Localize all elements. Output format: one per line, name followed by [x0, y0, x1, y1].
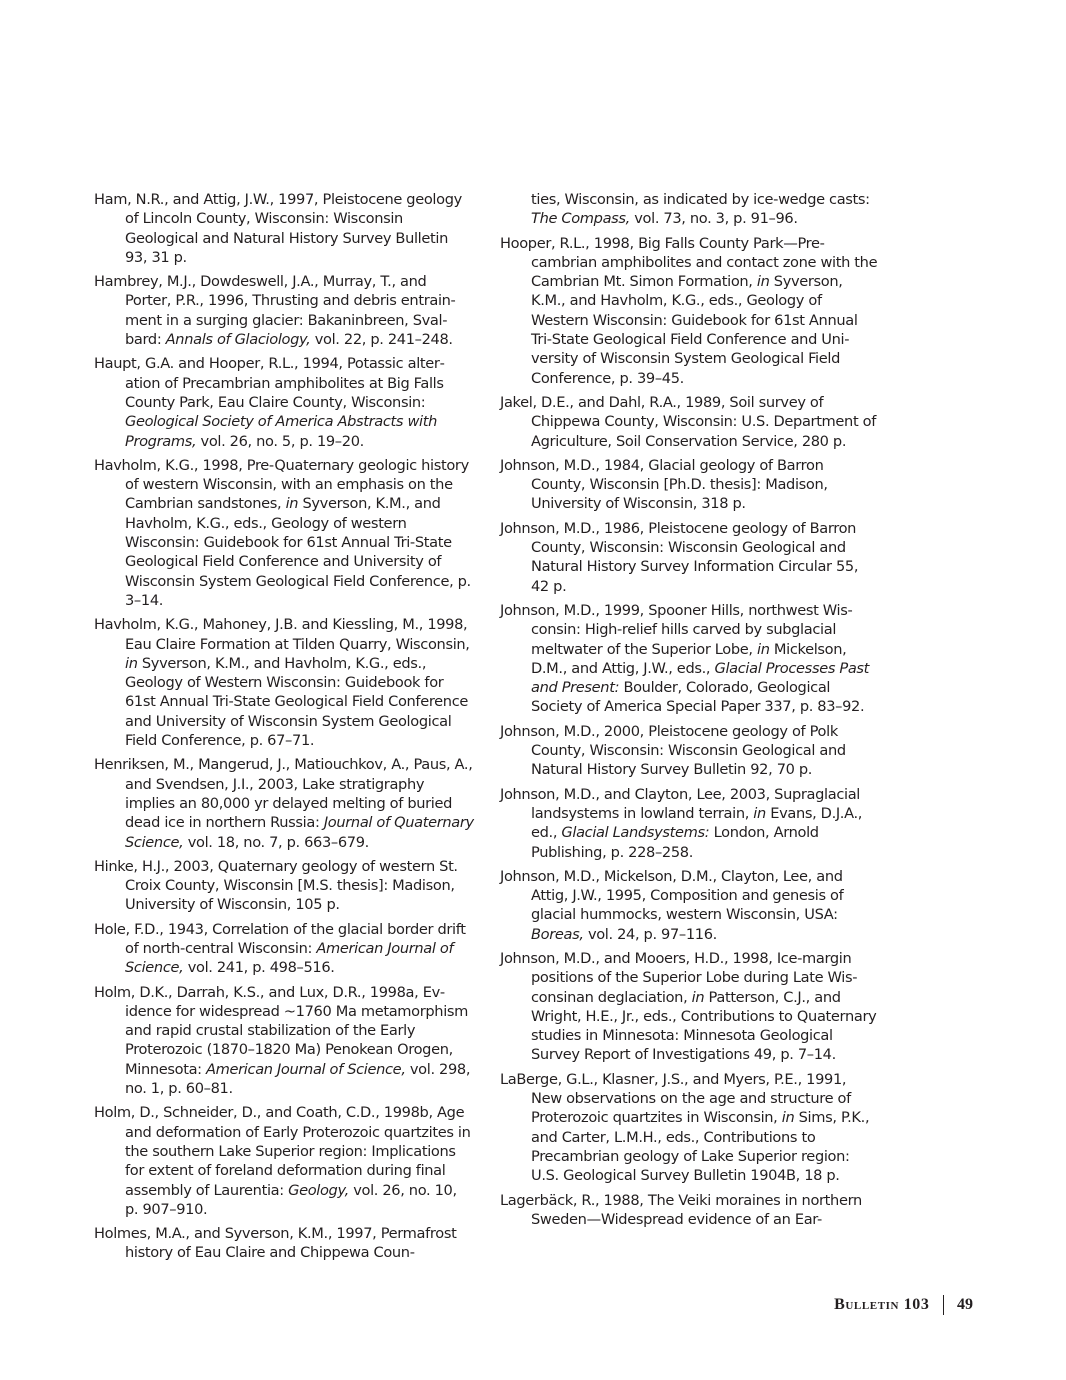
reference-text: Syverson, K.M., and Havholm, K.G., eds., Geology of western Wisconsin: Guidebook for 61st Annual Tri-State Geological Field Conference and University of Wisconsin System Geological Field Conference, p. 3–14.	[125, 495, 471, 609]
reference-text: Syverson, K.M., and Havholm, K.G., eds., Geology of Western Wisconsin: Guidebook for 61st Annual Tri-State Geological Field Conference and University of Wisconsin System Geological Field Conference, p. 39–45.	[531, 273, 858, 387]
reference-text: Patterson, C.J., and Wright, H.E., Jr., eds., Contributions to Quaternary studies in Minnesota: Minnesota Geological Survey Report of Investigations 49, p. 7–14.	[531, 988, 877, 1064]
reference-text: Haupt, G.A. and Hooper, R.L., 1994, Potassic alteration of Precambrian amphibolites at Big Falls County Park, Eau Claire County, Wisconsin:	[94, 355, 445, 411]
reference-text: Hole, F.D., 1943, Correlation of the glacial border drift of north-central Wisconsin:	[94, 920, 466, 957]
reference-entry	[500, 949, 880, 1065]
reference-text: Johnson, M.D., 1986, Pleistocene geology of Barron County, Wisconsin: Wisconsin Geological and Natural History Survey Information Circular 55, 42 p.	[500, 519, 859, 595]
reference-entry	[94, 190, 474, 267]
reference-entry	[94, 920, 474, 978]
reference-text: vol. 73, no. 3, p. 91–96.	[629, 210, 798, 228]
reference-italic-text: in	[756, 273, 770, 291]
reference-italic-text: Geological Society of America Abstracts with Programs,	[125, 413, 438, 450]
reference-text: vol. 26, no. 10, p. 907–910.	[125, 1181, 457, 1218]
reference-entry	[500, 393, 880, 451]
reference-entry	[94, 1224, 474, 1263]
reference-text: Holm, D.K., Darrah, K.S., and Lux, D.R., 1998a, Evidence for widespread ~1760 Ma metamorphism and rapid crustal stabilization of the Early Proterozoic (1870–1820 Ma) Penokean Orogen, Minnesota:	[94, 983, 469, 1078]
page-number: 49	[957, 1296, 973, 1313]
reference-italic-text: in	[781, 1109, 795, 1127]
reference-entry	[94, 272, 474, 349]
reference-entry	[500, 234, 880, 388]
references-left-column	[94, 190, 474, 1268]
reference-text: Johnson, M.D., and Mooers, H.D., 1998, Ice-margin positions of the Superior Lobe during Late Wisconsinan deglaciation,	[500, 949, 858, 1006]
reference-entry	[500, 456, 880, 514]
reference-text: Hambrey, M.J., Dowdeswell, J.A., Murray, T., and Porter, P.R., 1996, Thrusting and debris entrainment in a surging glacier: Bakaninbreen, Svalbard:	[94, 273, 456, 349]
reference-text: Johnson, M.D., 2000, Pleistocene geology of Polk County, Wisconsin: Wisconsin Geological and Natural History Survey Bulletin 92, 70 p.	[500, 722, 846, 779]
reference-entry	[500, 601, 880, 717]
reference-text: vol. 22, p. 241–248.	[310, 331, 453, 349]
reference-entry	[94, 857, 474, 915]
reference-italic-text: in	[125, 654, 138, 672]
reference-italic-text: Glacial Processes Past and Present:	[531, 659, 870, 697]
reference-text: Ham, N.R., and Attig, J.W., 1997, Pleistocene geology of Lincoln County, Wisconsin: Wisconsin Geological and Natural History Survey Bulletin 93, 31 p.	[94, 191, 462, 266]
reference-italic-text: Geology,	[288, 1181, 349, 1199]
reference-text: Havholm, K.G., Mahoney, J.B. and Kiessling, M., 1998, Eau Claire Formation at Tilden Quarry, Wisconsin,	[94, 616, 470, 653]
reference-text: Holmes, M.A., and Syverson, K.M., 1997, Permafrost history of Eau Claire and Chippewa Coun-	[94, 1225, 457, 1262]
reference-text: Boulder, Colorado, Geological Society of America Special Paper 337, p. 83–92.	[531, 679, 865, 716]
reference-entry	[94, 615, 474, 750]
reference-italic-text: in	[753, 804, 766, 822]
reference-text: Havholm, K.G., 1998, Pre-Quaternary geologic history of western Wisconsin, with an emphasis on the Cambrian sandstones,	[94, 456, 469, 513]
reference-text: Mickelson, D.M., and Attig, J.W., eds.,	[531, 640, 847, 677]
reference-text: Johnson, M.D., and Clayton, Lee, 2003, Supraglacial landsystems in lowland terrain,	[500, 785, 861, 822]
reference-text: vol. 18, no. 7, p. 663–679.	[183, 833, 369, 851]
reference-text: Henriksen, M., Mangerud, J., Matiouchkov, A., Paus, A., and Svendsen, J.I., 2003, Lake stratigraphy implies an 80,000 yr delayed melting of buried dead ice in northern Russia:	[94, 756, 473, 832]
references-right-column	[500, 190, 880, 1234]
reference-text: Syverson, K.M., and Havholm, K.G., eds., Geology of Western Wisconsin: Guidebook for 61st Annual Tri-State Geological Field Conference and University of Wisconsin System Geological Field Conference, p. 67–71.	[125, 654, 469, 750]
reference-entry	[500, 867, 880, 944]
reference-entry	[94, 755, 474, 851]
publication-name: Bulletin 103	[834, 1296, 930, 1313]
reference-entry	[500, 1070, 880, 1186]
page-footer	[834, 1295, 973, 1315]
reference-text: LaBerge, G.L., Klasner, J.S., and Myers, P.E., 1991, New observations on the age and structure of Proterozoic quartzites in Wisconsin,	[500, 1070, 851, 1127]
reference-entry	[500, 785, 880, 862]
reference-text: Johnson, M.D., 1984, Glacial geology of Barron County, Wisconsin [Ph.D. thesis]: Madison, University of Wisconsin, 318 p.	[500, 456, 828, 513]
reference-entry	[94, 983, 474, 1099]
reference-text: vol. 26, no. 5, p. 19–20.	[196, 432, 364, 450]
reference-text: vol. 298, no. 1, p. 60–81.	[125, 1060, 471, 1098]
reference-entry	[500, 519, 880, 596]
reference-text: vol. 24, p. 97–116.	[583, 925, 717, 943]
reference-italic-text: Boreas,	[531, 925, 584, 943]
reference-text: vol. 241, p. 498–516.	[183, 959, 335, 977]
reference-italic-text: Journal of Quaternary Science,	[125, 814, 474, 851]
reference-italic-text: American Journal of Science,	[206, 1060, 406, 1078]
reference-text: Holm, D., Schneider, D., and Coath, C.D., 1998b, Age and deformation of Early Proterozoic quartzites in the southern Lake Superior region: Implications for extent of foreland deformation during final assembly of Laurentia:	[94, 1104, 471, 1199]
reference-italic-text: American Journal of Science,	[125, 939, 454, 977]
reference-italic-text: Glacial Landsystems:	[561, 824, 710, 842]
reference-entry	[500, 190, 880, 229]
reference-entry	[500, 722, 880, 780]
reference-entry	[94, 456, 474, 610]
reference-italic-text: in	[756, 640, 770, 658]
reference-text: Sims, P.K., and Carter, L.M.H., eds., Contributions to Precambrian geology of Lake Superior region: U.S. Geological Survey Bulletin 1904B, 18 p.	[531, 1109, 870, 1185]
reference-italic-text: in	[691, 988, 705, 1006]
reference-entry	[500, 1191, 880, 1230]
reference-text: London, Arnold Publishing, p. 228–258.	[531, 824, 819, 861]
reference-text: Lagerbäck, R., 1988, The Veiki moraines in northern Sweden—Widespread evidence of an Ear-	[500, 1191, 862, 1228]
reference-entry	[94, 1103, 474, 1219]
reference-text: Hinke, H.J., 2003, Quaternary geology of western St. Croix County, Wisconsin [M.S. thesis]: Madison, University of Wisconsin, 105 p.	[94, 857, 458, 914]
reference-italic-text: The Compass,	[531, 210, 630, 228]
reference-text: Johnson, M.D., Mickelson, D.M., Clayton, Lee, and Attig, J.W., 1995, Composition and genesis of glacial hummocks, western Wisconsin, USA:	[500, 867, 844, 924]
reference-italic-text: in	[285, 495, 299, 513]
reference-text: Evans, D.J.A., ed.,	[531, 804, 863, 842]
reference-text: ties, Wisconsin, as indicated by ice-wedge casts:	[531, 191, 870, 208]
reference-text: Jakel, D.E., and Dahl, R.A., 1989, Soil survey of Chippewa County, Wisconsin: U.S. Department of Agriculture, Soil Conservation Service, 280 p.	[500, 393, 876, 450]
footer-divider	[943, 1295, 945, 1315]
reference-text: Hooper, R.L., 1998, Big Falls County Park—Precambrian amphibolites and contact zone with the Cambrian Mt. Simon Formation,	[500, 234, 878, 291]
reference-entry	[94, 354, 474, 450]
reference-text: Johnson, M.D., 1999, Spooner Hills, northwest Wisconsin: High-relief hills carved by subglacial meltwater of the Superior Lobe,	[500, 601, 853, 658]
reference-italic-text: Annals of Glaciology,	[165, 331, 311, 349]
